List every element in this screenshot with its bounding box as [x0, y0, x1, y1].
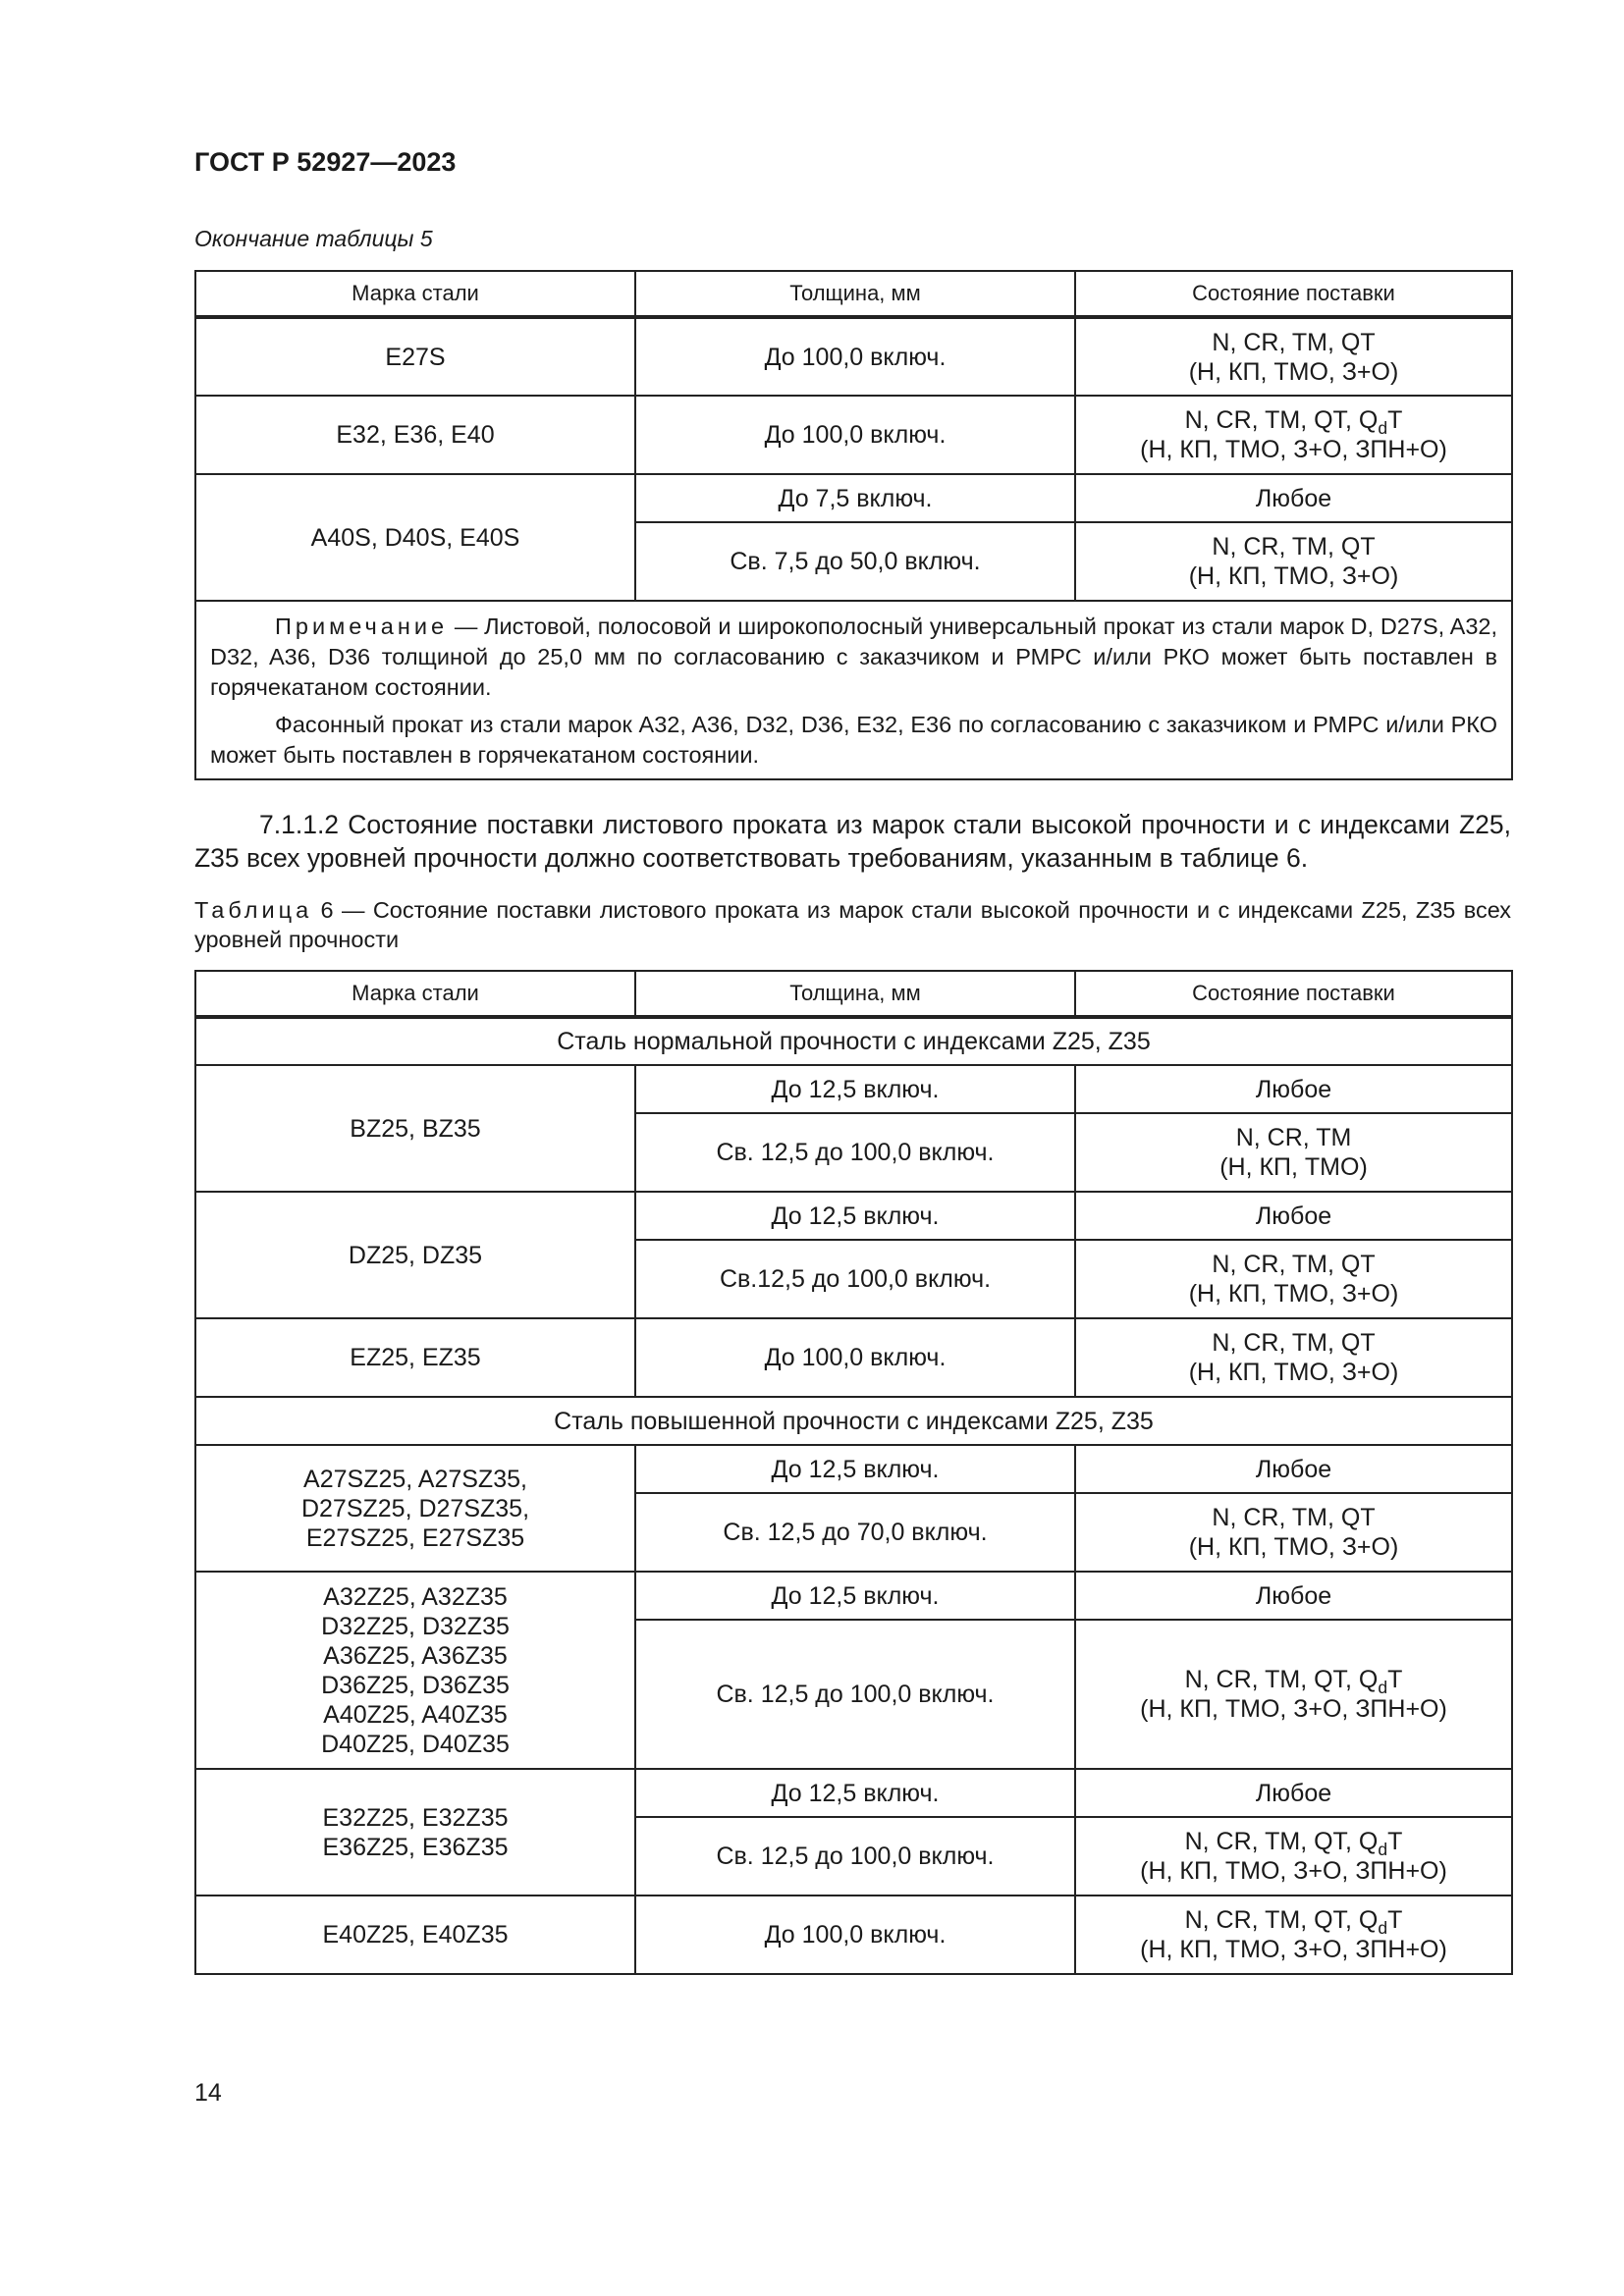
cell-thickness: Св. 12,5 до 100,0 включ.: [635, 1817, 1075, 1896]
state-line: (Н, КП, ТМО): [1219, 1153, 1368, 1181]
col-header-state: Состояние поставки: [1075, 971, 1512, 1017]
cell-state: Любое: [1075, 474, 1512, 522]
section-row: [195, 1017, 1512, 1065]
table-row: [195, 396, 1512, 474]
state-line: N, CR, TM, QT, $Q_dT$: [1184, 1666, 1403, 1697]
state-line: N, CR, TM, QT: [1212, 1329, 1376, 1357]
cell-thickness: До 100,0 включ.: [635, 1318, 1075, 1397]
page-number: 14: [194, 2079, 222, 2107]
state-line: N, CR, TM, QT, $Q_dT$: [1184, 1828, 1403, 1859]
state-line: N, CR, TM, QT: [1212, 533, 1376, 561]
cell-state: [1075, 1113, 1512, 1192]
table-row: [195, 474, 1512, 522]
state-line: N, CR, TM, QT, $Q_dT$: [1184, 1906, 1403, 1938]
cell-grade: BZ25, BZ35: [195, 1065, 635, 1192]
cell-thickness: До 12,5 включ.: [635, 1192, 1075, 1240]
cell-grade: E40Z25, E40Z35: [195, 1896, 635, 1974]
cell-state: [1075, 1620, 1512, 1769]
cell-state: [1075, 1318, 1512, 1397]
cell-thickness: Св.12,5 до 100,0 включ.: [635, 1240, 1075, 1318]
cell-state: [1075, 1896, 1512, 1974]
cell-thickness: До 7,5 включ.: [635, 474, 1075, 522]
state-line: N, CR, TM: [1235, 1124, 1352, 1151]
table5-caption: Окончание таблицы 5: [194, 226, 433, 251]
state-line: (Н, КП, ТМО, З+О, ЗПН+О): [1140, 436, 1447, 463]
state-line: (Н, КП, ТМО, З+О): [1188, 1533, 1399, 1561]
cell-grade: E27S: [195, 317, 635, 396]
cell-state: Любое: [1075, 1572, 1512, 1620]
table-row: [195, 1192, 1512, 1240]
table5-note: [195, 601, 1512, 779]
state-line: (Н, КП, ТМО, З+О, ЗПН+О): [1140, 1857, 1447, 1885]
cell-state: [1075, 1240, 1512, 1318]
cell-state: Любое: [1075, 1445, 1512, 1493]
cell-thickness: Св. 12,5 до 100,0 включ.: [635, 1113, 1075, 1192]
col-header-thickness: Толщина, мм: [635, 271, 1075, 317]
section-heading: Сталь повышенной прочности с индексами Z25, Z35: [195, 1397, 1512, 1445]
cell-state: [1075, 1493, 1512, 1572]
table6-caption: [194, 895, 1511, 954]
state-line: (Н, КП, ТМО, З+О): [1188, 562, 1399, 590]
state-line: N, CR, TM, QT, $Q_dT$: [1184, 406, 1403, 438]
cell-thickness: До 100,0 включ.: [635, 396, 1075, 474]
cell-grade: A27SZ25, A27SZ35, D27SZ25, D27SZ35, E27SZ25, E27SZ35: [195, 1445, 635, 1572]
note-label: Примечание: [275, 614, 449, 639]
state-line: N, CR, TM, QT: [1212, 328, 1376, 356]
state-line: (Н, КП, ТМО, З+О, ЗПН+О): [1140, 1936, 1447, 1963]
cell-thickness: До 12,5 включ.: [635, 1445, 1075, 1493]
table-row: [195, 1572, 1512, 1620]
table-row: [195, 1065, 1512, 1113]
table6-header-row: [195, 971, 1512, 1017]
paragraph-text: 7.1.1.2 Состояние поставки листового проката из марок стали высокой прочности и с индексами Z25, Z35 всех уровней прочности должно соответствовать требованиям, указанным в таблице 6.: [194, 810, 1511, 873]
state-line: (Н, КП, ТМО, З+О): [1188, 357, 1399, 386]
state-line: N, CR, TM, QT: [1212, 1251, 1376, 1278]
note-paragraph: Фасонный прокат из стали марок A32, A36, D32, D36, E32, E36 по согласованию с заказчиком и РМРС и/или РКО может быть поставлен в горячекатаном состоянии.: [210, 712, 1497, 768]
cell-state: [1075, 522, 1512, 601]
cell-grade: E32Z25, E32Z35 E36Z25, E36Z35: [195, 1769, 635, 1896]
note-paragraph: Примечание — Листовой, полосовой и широкополосный универсальный прокат из стали марок D, D27S, A32, D32, A36, D36 толщиной до 25,0 мм по согласованию с заказчиком и РМРС и/или РКО может быть поставлен в горячекатаном состоянии.: [210, 614, 1497, 700]
cell-thickness: До 12,5 включ.: [635, 1065, 1075, 1113]
table6-caption-text: 6 — Состояние поставки листового проката из марок стали высокой прочности и с индексами Z25, Z35 всех уровней прочности: [194, 897, 1511, 952]
cell-state: [1075, 317, 1512, 396]
table5-note-row: [195, 601, 1512, 779]
body-paragraph: [194, 808, 1511, 875]
cell-state: [1075, 1817, 1512, 1896]
state-line: (Н, КП, ТМО, З+О, ЗПН+О): [1140, 1695, 1447, 1723]
cell-grade: DZ25, DZ35: [195, 1192, 635, 1318]
col-header-thickness: Толщина, мм: [635, 971, 1075, 1017]
table-row: [195, 1769, 1512, 1817]
state-line: (Н, КП, ТМО, З+О): [1188, 1359, 1399, 1386]
col-header-state: Состояние поставки: [1075, 271, 1512, 317]
cell-thickness: До 12,5 включ.: [635, 1769, 1075, 1817]
cell-thickness: До 100,0 включ.: [635, 317, 1075, 396]
section-heading: Сталь нормальной прочности с индексами Z25, Z35: [195, 1017, 1512, 1065]
table-row: [195, 1445, 1512, 1493]
table-6: [194, 970, 1513, 1975]
table-row: [195, 1896, 1512, 1974]
col-header-grade: Марка стали: [195, 271, 635, 317]
cell-grade: A32Z25, A32Z35 D32Z25, D32Z35 A36Z25, A36Z35 D36Z25, D36Z35 A40Z25, A40Z35 D40Z25, D40Z35: [195, 1572, 635, 1769]
table-row: [195, 1318, 1512, 1397]
cell-thickness: До 100,0 включ.: [635, 1896, 1075, 1974]
state-line: N, CR, TM, QT: [1212, 1504, 1376, 1531]
cell-state: Любое: [1075, 1065, 1512, 1113]
state-line: (Н, КП, ТМО, З+О): [1188, 1280, 1399, 1308]
cell-grade: A40S, D40S, E40S: [195, 474, 635, 601]
cell-thickness: Св. 12,5 до 70,0 включ.: [635, 1493, 1075, 1572]
cell-thickness: До 12,5 включ.: [635, 1572, 1075, 1620]
table-row: [195, 317, 1512, 396]
cell-thickness: Св. 12,5 до 100,0 включ.: [635, 1620, 1075, 1769]
cell-state: Любое: [1075, 1769, 1512, 1817]
document-header: ГОСТ Р 52927—2023: [194, 147, 457, 177]
cell-thickness: Св. 7,5 до 50,0 включ.: [635, 522, 1075, 601]
table6-caption-label: Таблица: [194, 897, 313, 923]
cell-grade: EZ25, EZ35: [195, 1318, 635, 1397]
cell-grade: E32, E36, E40: [195, 396, 635, 474]
col-header-grade: Марка стали: [195, 971, 635, 1017]
cell-state: Любое: [1075, 1192, 1512, 1240]
cell-state: [1075, 396, 1512, 474]
table-5: [194, 270, 1513, 780]
section-row: [195, 1397, 1512, 1445]
table5-header-row: [195, 271, 1512, 317]
